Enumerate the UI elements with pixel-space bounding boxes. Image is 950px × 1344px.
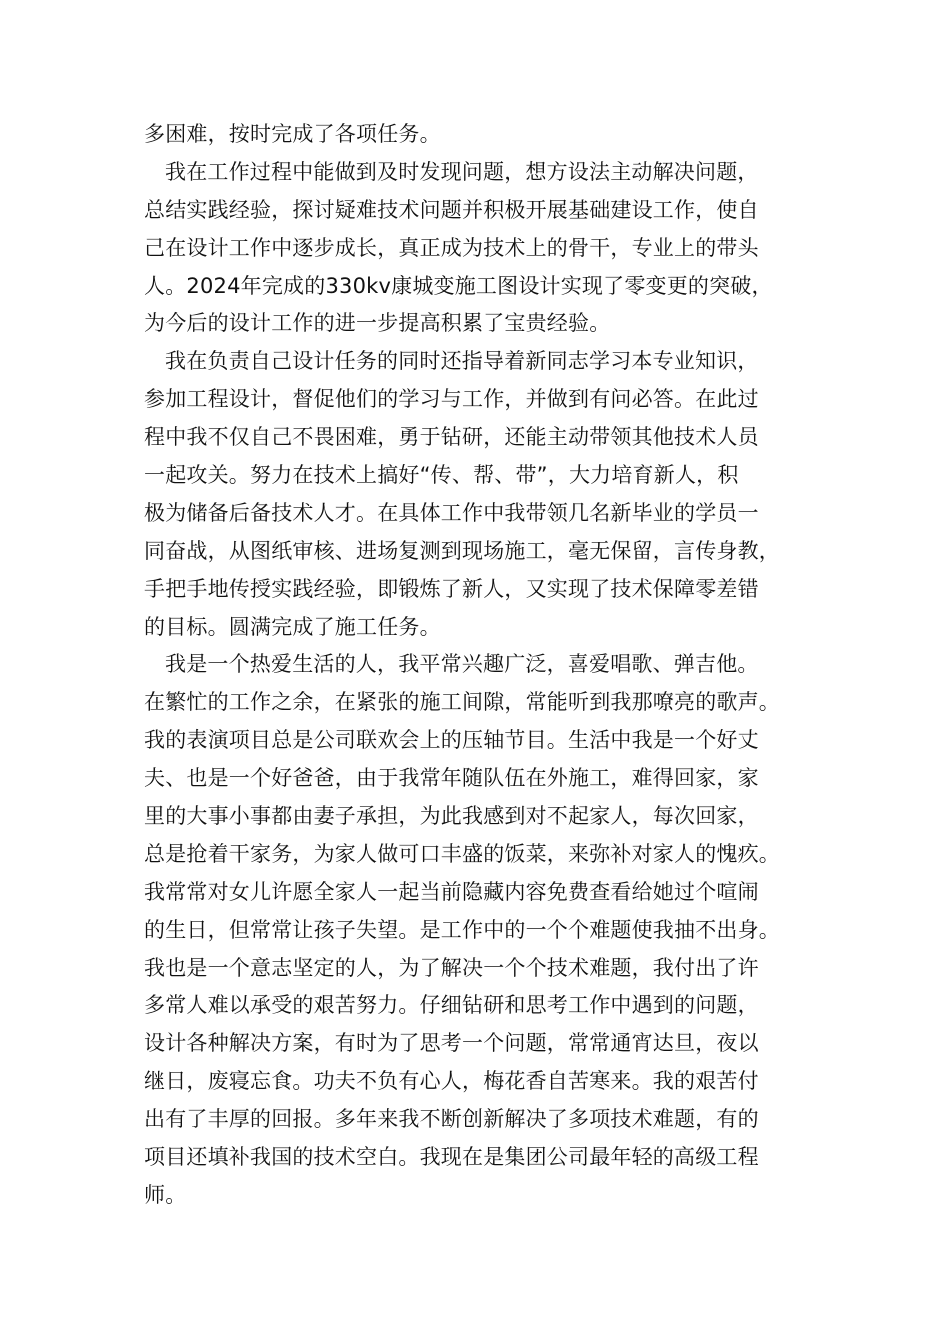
text-line: 手把手地传授实践经验，即锻炼了新人，又实现了技术保障零差错 [144,576,759,601]
text-line: 极为储备后备技术人才。在具体工作中我带领几名新毕业的学员一 [144,500,759,525]
text-line: 一起攻关。努力在技术上搞好“传、帮、带”，大力培育新人，积 [144,463,739,488]
text-line: 的生日，但常常让孩子失望。是工作中的一个个难题使我抽不出身。 [144,917,780,942]
text-line: 我也是一个意志坚定的人，为了解决一个个技术难题，我付出了许 [144,955,759,980]
text-line: 程中我不仅自己不畏困难，勇于钻研，还能主动带领其他技术人员 [144,425,759,450]
text-line: 多困难，按时完成了各项任务。 [144,122,441,146]
text-line: 己在设计工作中逐步成长，真正成为技术上的骨干，专业上的带头 [144,235,759,260]
text-line: 同奋战，从图纸审核、进场复测到现场施工，毫无保留，言传身教， [144,538,780,563]
paragraph-start-line: 我是一个热爱生活的人，我平常兴趣广泛，喜爱唱歌、弹吉他。 [165,652,759,677]
text-line: 参加工程设计，督促他们的学习与工作，并做到有问必答。在此过 [144,387,759,412]
paragraph-start-line: 我在负责自己设计任务的同时还指导着新同志学习本专业知识， [165,349,759,374]
text-line: 继日，废寝忘食。功夫不负有心人，梅花香自苦寒来。我的艰苦付 [144,1069,759,1094]
text-line: 的目标。圆满完成了施工任务。 [144,614,441,639]
body-text [144,116,814,1215]
paragraph-start-line: 我在工作过程中能做到及时发现问题，想方设法主动解决问题， [165,159,759,184]
text-line: 出有了丰厚的回报。多年来我不断创新解决了多项技术难题，有的 [144,1107,759,1132]
text-line: 人。2024年完成的330kv康城变施工图设计实现了零变更的突破， [144,273,773,298]
text-line: 设计各种解决方案，有时为了思考一个问题，常常通宵达旦，夜以 [144,1031,759,1056]
text-line: 里的大事小事都由妻子承担，为此我感到对不起家人，每次回家， [144,804,759,829]
text-line: 总结实践经验，探讨疑难技术问题并积极开展基础建设工作，使自 [144,197,759,222]
text-line: 在繁忙的工作之余，在紧张的施工间隙，常能听到我那嘹亮的歌声。 [144,690,780,715]
text-line: 师。 [144,1182,187,1207]
text-line: 项目还填补我国的技术空白。我现在是集团公司最年轻的高级工程 [144,1145,759,1170]
text-line: 我常常对女儿许愿全家人一起当前隐藏内容免费查看给她过个喧闹 [144,879,759,904]
text-line: 夫、也是一个好爸爸，由于我常年随队伍在外施工，难得回家，家 [144,766,759,791]
text-line: 我的表演项目总是公司联欢会上的压轴节目。生活中我是一个好丈 [144,728,759,753]
text-line: 为今后的设计工作的进一步提高积累了宝贵经验。 [144,311,611,336]
text-line: 多常人难以承受的艰苦努力。仔细钻研和思考工作中遇到的问题， [144,993,759,1018]
text-line: 总是抢着干家务，为家人做可口丰盛的饭菜，来弥补对家人的愧疚。 [144,841,780,866]
